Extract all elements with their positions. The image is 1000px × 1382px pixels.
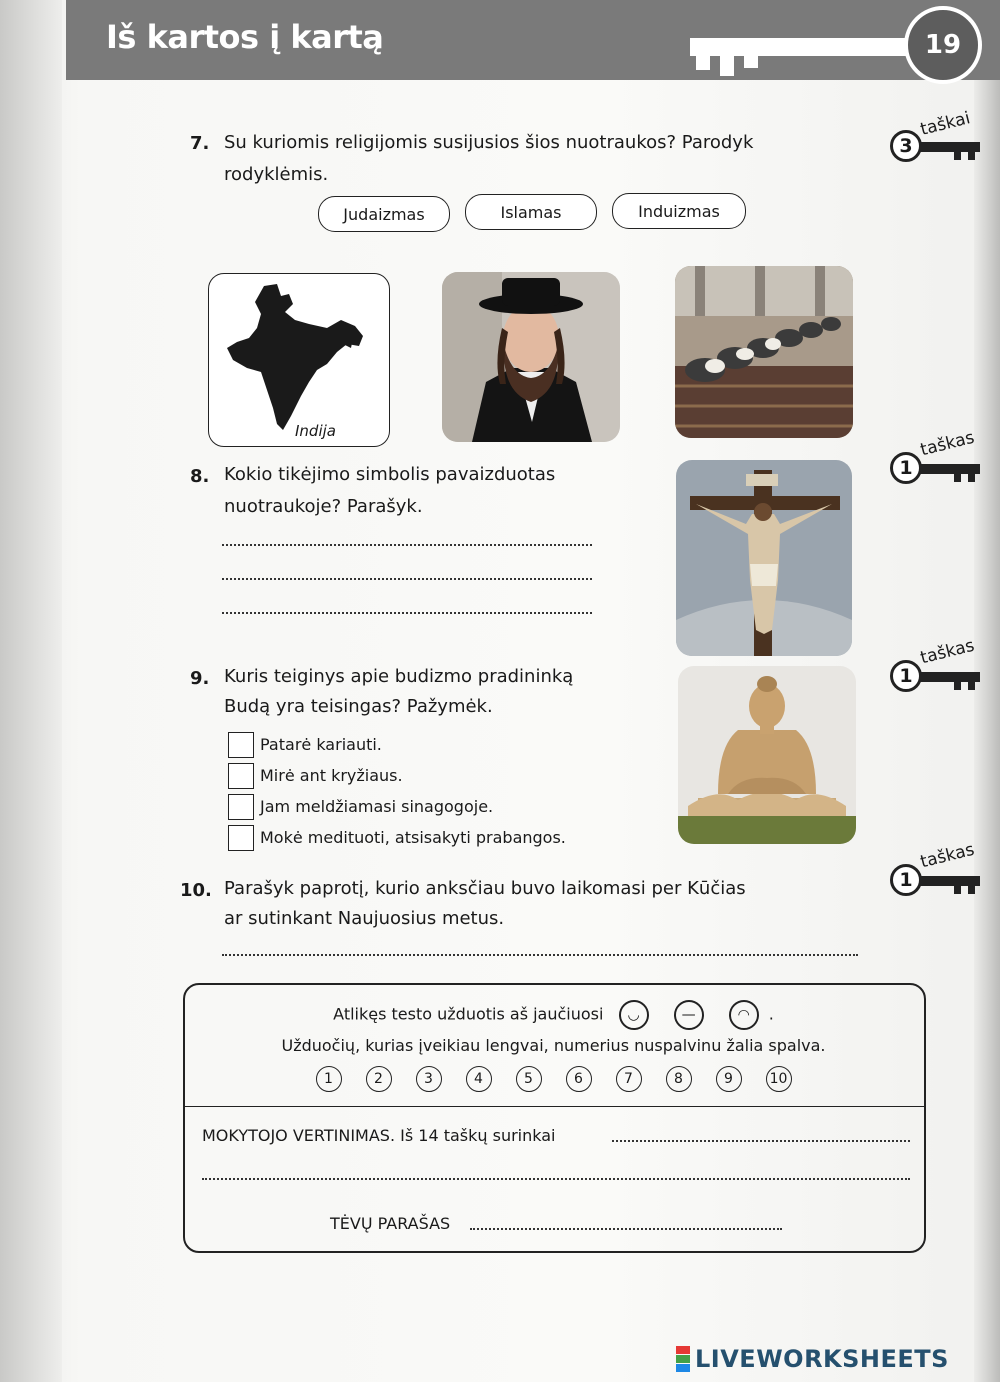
points-label: taškas <box>918 427 977 461</box>
liveworksheets-watermark: LIVEWORKSHEETS <box>695 1345 949 1373</box>
q9-option-4: Mokė medituoti, atsisakyti prabangos. <box>260 828 566 847</box>
q8-answer-line-1[interactable] <box>222 544 592 546</box>
sad-face-icon[interactable]: ◠ <box>729 1000 759 1030</box>
points-number: 1 <box>890 864 922 896</box>
q8-answer-line-3[interactable] <box>222 612 592 614</box>
parents-signature-line[interactable] <box>470 1228 782 1230</box>
q9-checkbox-2[interactable] <box>228 763 254 789</box>
q10-points-badge <box>890 839 980 902</box>
photo-jewish-man[interactable] <box>442 272 620 442</box>
q9-option-2: Mirė ant kryžiaus. <box>260 766 403 785</box>
teacher-evaluation-label: MOKYTOJO VERTINIMAS. Iš 14 taškų surinkai <box>202 1126 556 1145</box>
q7-text-line2: rodyklėmis. <box>224 164 329 185</box>
q9-checkbox-1[interactable] <box>228 732 254 758</box>
q8-points-badge <box>890 427 980 490</box>
points-label: taškas <box>918 839 977 873</box>
task-number-circle[interactable]: 8 <box>666 1066 692 1092</box>
jewish-man-photo-icon <box>442 272 620 442</box>
q9-number: 9. <box>190 668 210 689</box>
parents-signature-label: TĖVŲ PARAŠAS <box>330 1214 451 1233</box>
points-number: 1 <box>890 452 922 484</box>
india-map-card[interactable] <box>208 273 390 447</box>
q10-text-line1: Parašyk paprotį, kurio anksčiau buvo laikomasi per Kūčias <box>224 878 746 899</box>
q8-text-line1: Kokio tikėjimo simbolis pavaizduotas <box>224 464 556 485</box>
teacher-comment-line[interactable] <box>202 1178 910 1180</box>
crucifix-photo-icon <box>676 460 852 656</box>
q9-text-line2: Budą yra teisingas? Pažymėk. <box>224 696 493 717</box>
q8-text-line2: nuotraukoje? Parašyk. <box>224 496 423 517</box>
praying-photo-icon <box>675 266 853 438</box>
page-number-badge: 19 <box>904 6 982 84</box>
q7-number: 7. <box>190 133 210 154</box>
happy-face-icon[interactable]: ◡ <box>619 1000 649 1030</box>
teacher-score-line[interactable] <box>612 1140 910 1142</box>
buddha-photo-icon <box>678 666 856 844</box>
task-number-circle[interactable]: 10 <box>766 1066 792 1092</box>
q10-number: 10. <box>180 880 212 901</box>
points-number: 1 <box>890 660 922 692</box>
q9-points-badge <box>890 635 980 698</box>
points-number: 3 <box>890 130 922 162</box>
option-islamas[interactable]: Islamas <box>465 194 597 230</box>
task-number-row <box>183 1066 924 1092</box>
q10-answer-line[interactable] <box>222 954 858 956</box>
q9-option-1: Patarė kariauti. <box>260 735 382 754</box>
india-map-icon <box>209 274 389 446</box>
task-number-circle[interactable]: 6 <box>566 1066 592 1092</box>
points-label: taškas <box>918 635 977 669</box>
liveworksheets-logo-icon <box>676 1346 690 1372</box>
q7-points-badge <box>890 108 980 168</box>
photo-crucifix <box>676 460 852 656</box>
q10-text-line2: ar sutinkant Naujuosius metus. <box>224 908 505 929</box>
photo-buddha <box>678 666 856 844</box>
page-edge-left <box>0 0 62 1382</box>
box-divider <box>183 1106 924 1107</box>
map-label-indija: Indija <box>295 422 336 440</box>
task-number-circle[interactable]: 7 <box>616 1066 642 1092</box>
color-instruction: Užduočių, kurias įveikiau lengvai, numerius nuspalvinu žalia spalva. <box>281 1036 826 1055</box>
q8-number: 8. <box>190 466 210 487</box>
task-number-circle[interactable]: 9 <box>716 1066 742 1092</box>
neutral-face-icon[interactable]: — <box>674 1000 704 1030</box>
feelings-period: . <box>768 1004 774 1024</box>
task-number-circle[interactable]: 2 <box>366 1066 392 1092</box>
option-judaizmas[interactable]: Judaizmas <box>318 196 450 232</box>
q9-text-line1: Kuris teiginys apie budizmo pradininką <box>224 666 574 687</box>
feelings-label: Atlikęs testo užduotis aš jaučiuosi <box>333 1004 604 1024</box>
task-number-circle[interactable]: 5 <box>516 1066 542 1092</box>
page-title: Iš kartos į kartą <box>106 18 384 56</box>
q8-answer-line-2[interactable] <box>222 578 592 580</box>
q9-option-3: Jam meldžiamasi sinagogoje. <box>260 797 494 816</box>
task-number-circle[interactable]: 4 <box>466 1066 492 1092</box>
feelings-row <box>183 1000 924 1030</box>
option-induizmas[interactable]: Induizmas <box>612 193 746 229</box>
task-number-circle[interactable]: 3 <box>416 1066 442 1092</box>
task-number-circle[interactable]: 1 <box>316 1066 342 1092</box>
photo-muslims-praying[interactable] <box>675 266 853 438</box>
q9-checkbox-4[interactable] <box>228 825 254 851</box>
q7-text-line1: Su kuriomis religijomis susijusios šios nuotraukos? Parodyk <box>224 132 754 153</box>
q9-checkbox-3[interactable] <box>228 794 254 820</box>
key-icon <box>690 0 920 80</box>
points-label: taškai <box>918 108 973 140</box>
